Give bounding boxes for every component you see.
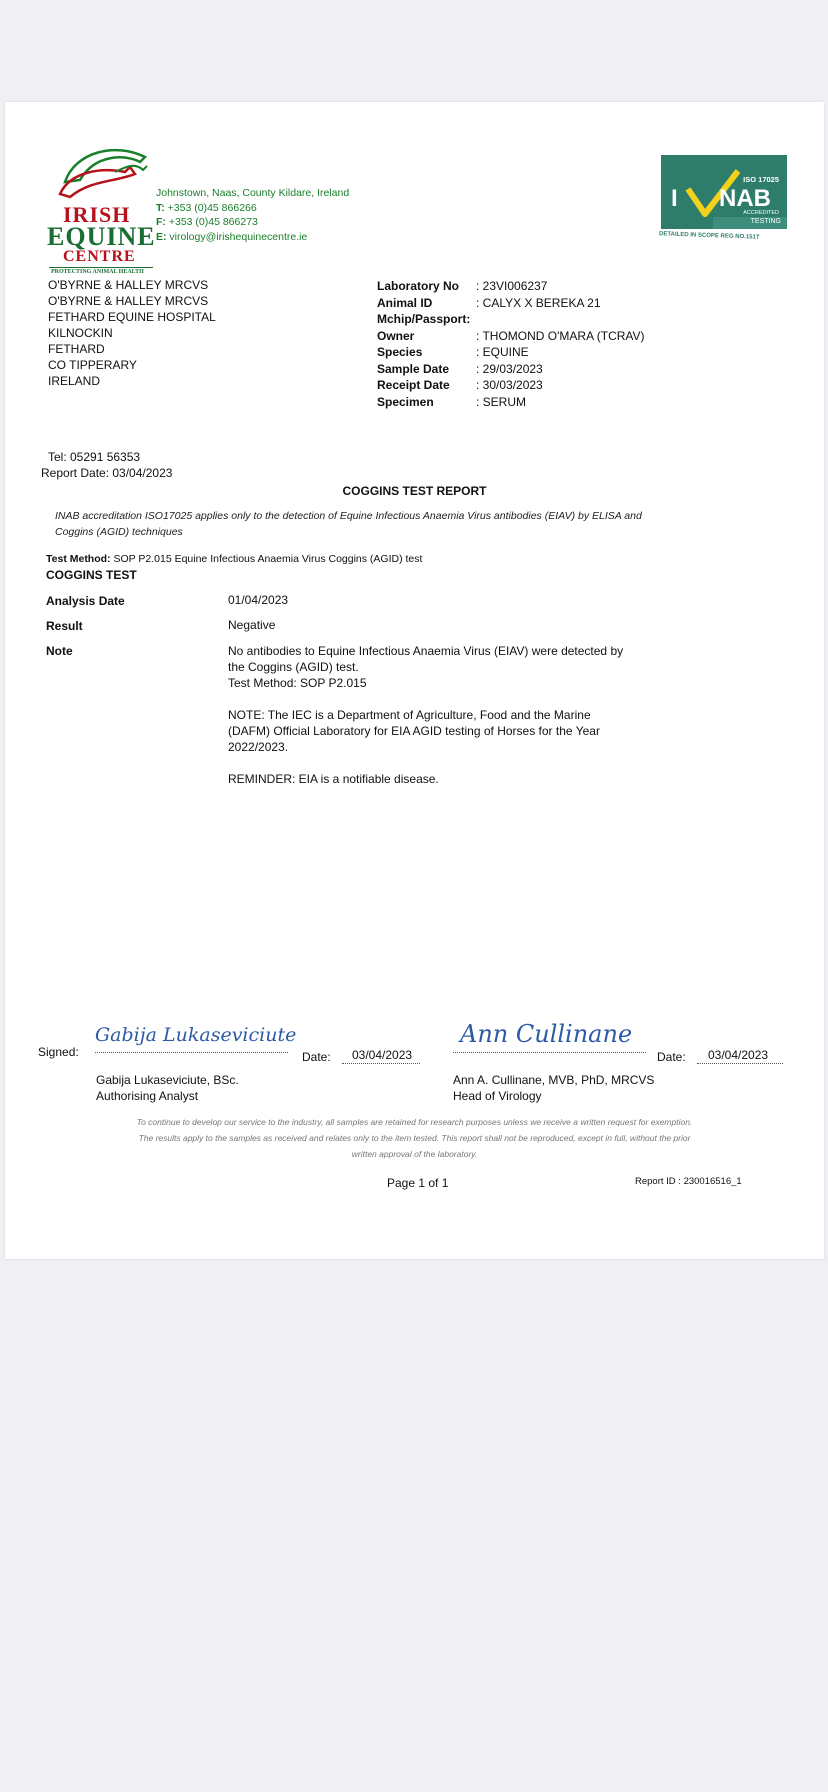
client-line: IRELAND — [48, 374, 101, 388]
result-value: Negative — [228, 618, 276, 632]
logo-word-irish: IRISH — [63, 202, 131, 227]
sample-label: Receipt Date — [377, 378, 450, 392]
sample-row — [377, 377, 543, 394]
client-line: FETHARD — [48, 342, 105, 356]
client-address — [48, 277, 216, 389]
signatory-1 — [96, 1072, 239, 1104]
inab-accredited: ACCREDITED — [743, 210, 779, 216]
note-line: (DAFM) Official Laboratory for EIA AGID testing of Horses for the Year — [228, 724, 600, 738]
signatory-2-role: Head of Virology — [453, 1089, 542, 1103]
email-line — [156, 230, 349, 245]
report-date: Report Date: 03/04/2023 — [41, 466, 173, 480]
report-page — [5, 102, 824, 1259]
sample-value: : THOMOND O'MARA (TCRAV) — [476, 328, 645, 343]
inab-name: NAB — [719, 185, 771, 212]
fax: +353 (0)45 866273 — [168, 216, 258, 228]
date-2-label: Date: — [657, 1050, 686, 1064]
sample-label: Sample Date — [377, 361, 450, 376]
sample-row — [377, 344, 529, 361]
test-method — [46, 553, 422, 565]
phone-label: T: — [156, 201, 165, 214]
phone: +353 (0)45 866266 — [167, 201, 257, 214]
date-2-line — [697, 1063, 783, 1064]
inab-iso: ISO 17025 — [743, 175, 779, 184]
fax-line — [156, 215, 349, 230]
note-body — [228, 643, 623, 787]
contact-block — [156, 186, 349, 244]
disclaimer-line: The results apply to the samples as received and relates only to the item tested. This report shall not be reproduced, except in full, without the prior — [138, 1133, 691, 1143]
logo-tagline: PROTECTING ANIMAL HEALTH — [51, 269, 144, 275]
address: Johnstown, Naas, County Kildare, Ireland — [156, 187, 350, 199]
note-line: REMINDER: EIA is a notifiable disease. — [228, 772, 439, 786]
signatory-2-name: Ann A. Cullinane, MVB, PhD, MRCVS — [453, 1073, 655, 1087]
section-title: COGGINS TEST — [46, 568, 137, 582]
test-method-label: Test Method: — [46, 553, 111, 565]
logo-word-centre: CENTRE — [63, 248, 136, 265]
client-line: KILNOCKIN — [48, 326, 113, 340]
date-1: 03/04/2023 — [352, 1048, 413, 1062]
email: virology@irishequinecentre.ie — [169, 230, 308, 243]
sample-value: : 23VI006237 — [476, 279, 548, 293]
inab-scope: DETAILED IN SCOPE REG NO.151T — [658, 231, 760, 241]
signatory-2 — [453, 1072, 654, 1104]
sample-value: : EQUINE — [476, 345, 529, 359]
sample-row — [377, 328, 645, 345]
iec-logo — [45, 142, 156, 275]
signatory-1-name: Gabija Lukaseviciute, BSc. — [96, 1073, 239, 1087]
sample-label: Specimen — [377, 394, 434, 409]
note-line: 2022/2023. — [228, 740, 289, 754]
sample-row — [377, 295, 601, 312]
sample-value: : 30/03/2023 — [476, 378, 543, 392]
sample-details — [377, 278, 645, 410]
note-line: NOTE: The IEC is a Department of Agriculture, Food and the Marine — [228, 708, 591, 722]
inab-badge — [661, 155, 787, 229]
fax-label: F: — [156, 216, 166, 228]
sample-value: : 29/03/2023 — [476, 361, 543, 376]
signed-label: Signed: — [38, 1045, 79, 1059]
date-1-line — [342, 1063, 420, 1064]
client-line: FETHARD EQUINE HOSPITAL — [48, 310, 216, 324]
sample-label: Owner — [377, 328, 415, 343]
test-method-value: SOP P2.015 Equine Infectious Anaemia Virus Coggins (AGID) test — [113, 553, 423, 565]
page-number: Page 1 of 1 — [387, 1176, 449, 1190]
note-line: Test Method: SOP P2.015 — [228, 676, 367, 690]
sample-row — [377, 394, 527, 411]
result-label: Result — [46, 619, 83, 633]
sample-value: : CALYX X BEREKA 21 — [476, 295, 601, 310]
report-title: COGGINS TEST REPORT — [342, 484, 487, 498]
note-label: Note — [46, 644, 73, 658]
disclaimer-line: To continue to develop our service to the industry, all samples are retained for research purposes unless we receive a written request for exemption. — [136, 1117, 693, 1127]
sample-label: Mchip/Passport: — [377, 312, 471, 326]
client-tel: Tel: 05291 56353 — [48, 450, 141, 464]
inab-i: I — [671, 185, 678, 212]
report-id: Report ID : 230016516_1 — [635, 1176, 742, 1187]
note-line: the Coggins (AGID) test. — [228, 660, 359, 674]
analysis-date: 01/04/2023 — [228, 593, 289, 607]
email-label: E: — [156, 230, 167, 243]
inab-logo — [657, 155, 787, 243]
note-line: No antibodies to Equine Infectious Anaemia Virus (EIAV) were detected by — [228, 644, 624, 658]
date-2: 03/04/2023 — [708, 1048, 769, 1062]
sample-label: Animal ID — [377, 295, 433, 310]
logo-tagline-rule — [49, 267, 153, 268]
client-line: O'BYRNE & HALLEY MRCVS — [48, 278, 209, 292]
sample-row — [377, 278, 548, 295]
signature-2-line — [453, 1052, 646, 1053]
client-line: CO TIPPERARY — [48, 358, 137, 372]
signature-2: Ann Cullinane — [460, 1020, 633, 1048]
disclaimer-line: written approval of the laboratory. — [351, 1149, 478, 1159]
phone-line — [156, 201, 349, 216]
signature-1: Gabija Lukaseviciute — [95, 1024, 297, 1046]
signature-1-line — [95, 1052, 288, 1053]
inab-note-line: Coggins (AGID) techniques — [55, 525, 183, 538]
horse-logo-icon — [55, 142, 155, 202]
logo-word-equine: EQUINE — [47, 222, 156, 251]
sample-label: Species — [377, 345, 423, 359]
inab-testing: TESTING — [750, 218, 781, 225]
client-line: O'BYRNE & HALLEY MRCVS — [48, 294, 209, 308]
sample-row — [377, 361, 543, 378]
signatory-1-role: Authorising Analyst — [96, 1089, 199, 1103]
inab-note — [55, 509, 642, 540]
analysis-date-label: Analysis Date — [46, 594, 125, 608]
sample-row — [377, 311, 470, 328]
sample-value: : SERUM — [476, 394, 527, 409]
date-1-label: Date: — [302, 1050, 331, 1064]
sample-label: Laboratory No — [377, 279, 460, 293]
inab-note-line: INAB accreditation ISO17025 applies only to the detection of Equine Infectious Anaemia Virus antibodies (EIAV) by ELISA and — [55, 510, 642, 522]
footer-disclaimer — [5, 1114, 824, 1162]
